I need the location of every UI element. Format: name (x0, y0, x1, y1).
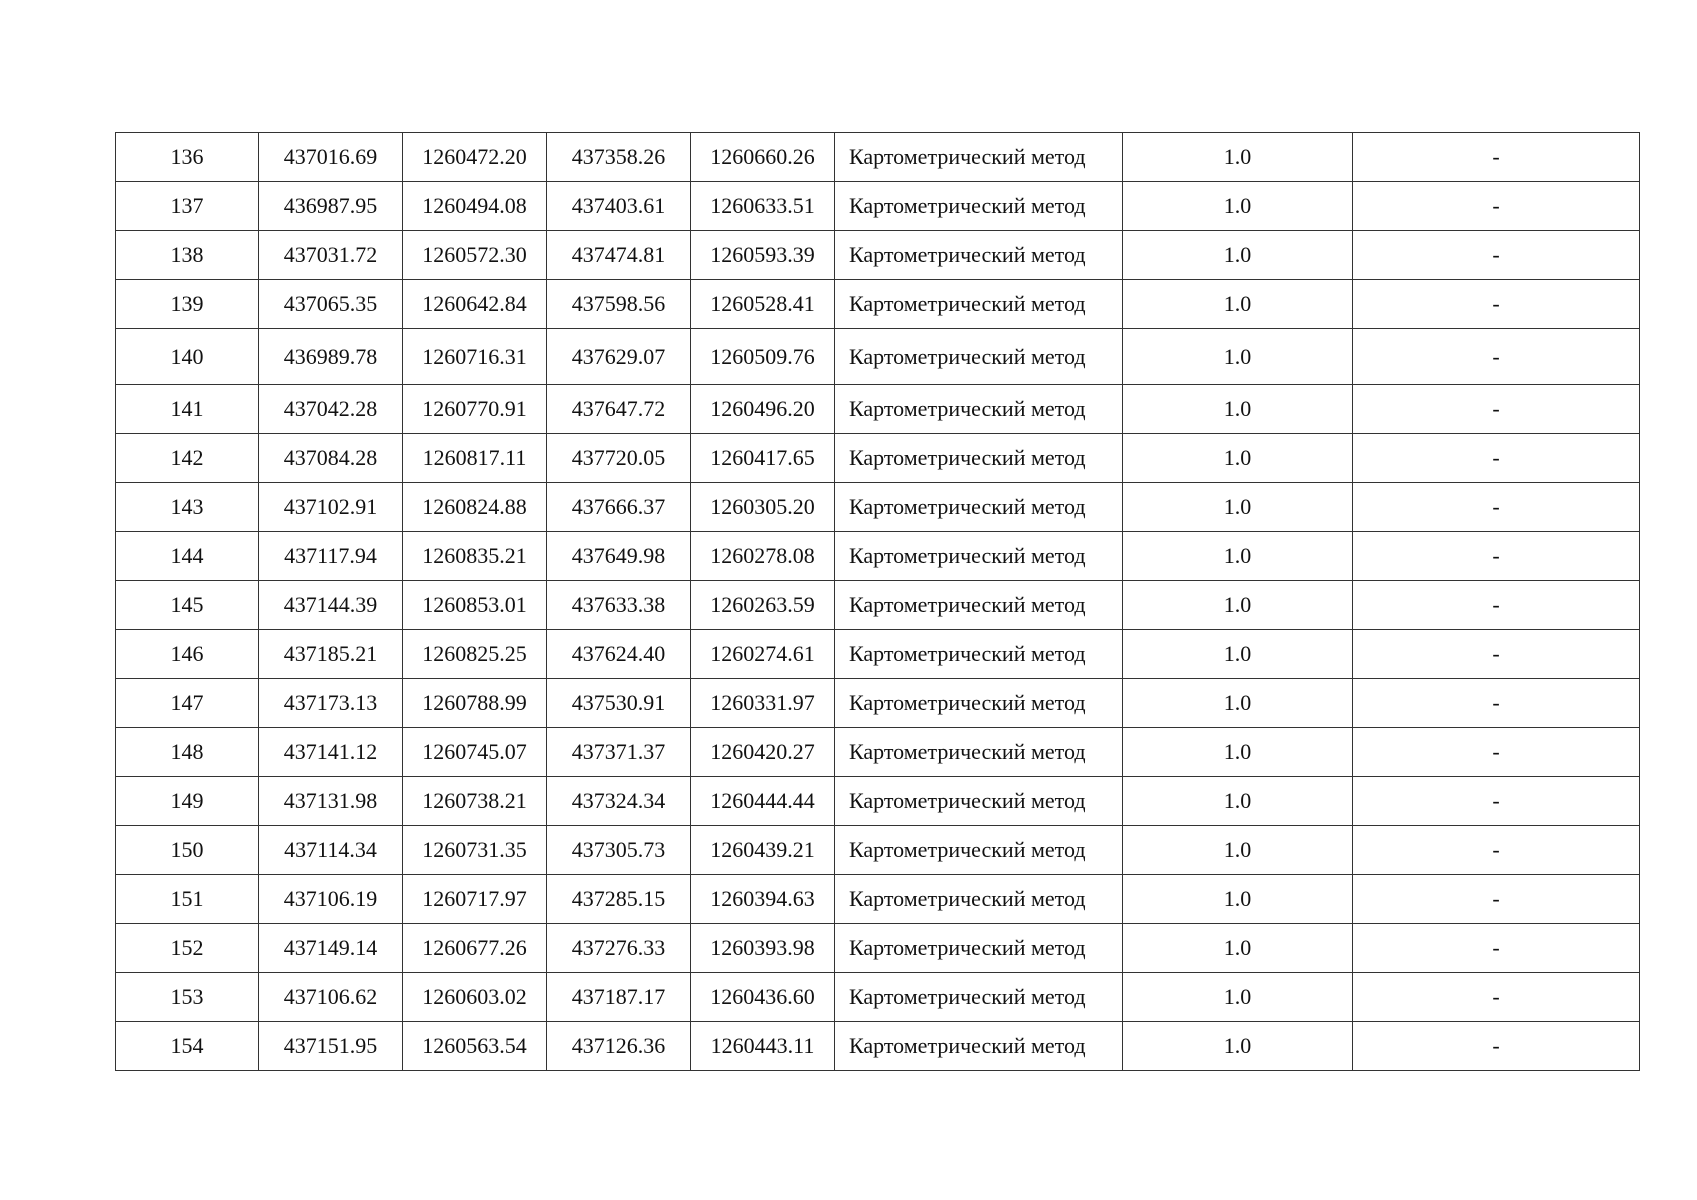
accuracy-cell: 1.0 (1123, 973, 1353, 1022)
x-new-cell: 437666.37 (547, 483, 691, 532)
x-old-cell: 437016.69 (259, 133, 403, 182)
x-new-cell: 437285.15 (547, 875, 691, 924)
table-body (116, 133, 1640, 1071)
table-row (116, 924, 1640, 973)
y-old-cell: 1260603.02 (403, 973, 547, 1022)
y-old-cell: 1260677.26 (403, 924, 547, 973)
method-cell: Картометрический метод (835, 133, 1123, 182)
x-new-cell: 437598.56 (547, 280, 691, 329)
description-cell: - (1353, 483, 1640, 532)
point-number-cell: 141 (116, 385, 259, 434)
method-cell: Картометрический метод (835, 973, 1123, 1022)
x-new-cell: 437629.07 (547, 329, 691, 385)
description-cell: - (1353, 133, 1640, 182)
x-new-cell: 437358.26 (547, 133, 691, 182)
x-old-cell: 437042.28 (259, 385, 403, 434)
y-old-cell: 1260472.20 (403, 133, 547, 182)
description-cell: - (1353, 777, 1640, 826)
y-old-cell: 1260745.07 (403, 728, 547, 777)
method-cell: Картометрический метод (835, 728, 1123, 777)
description-cell: - (1353, 728, 1640, 777)
description-cell: - (1353, 875, 1640, 924)
x-old-cell: 437185.21 (259, 630, 403, 679)
description-cell: - (1353, 826, 1640, 875)
x-old-cell: 437031.72 (259, 231, 403, 280)
x-old-cell: 437114.34 (259, 826, 403, 875)
x-new-cell: 437371.37 (547, 728, 691, 777)
y-old-cell: 1260853.01 (403, 581, 547, 630)
y-old-cell: 1260563.54 (403, 1022, 547, 1071)
accuracy-cell: 1.0 (1123, 532, 1353, 581)
point-number-cell: 152 (116, 924, 259, 973)
y-new-cell: 1260274.61 (691, 630, 835, 679)
x-new-cell: 437720.05 (547, 434, 691, 483)
accuracy-cell: 1.0 (1123, 875, 1353, 924)
table-row (116, 329, 1640, 385)
x-old-cell: 437117.94 (259, 532, 403, 581)
y-new-cell: 1260443.11 (691, 1022, 835, 1071)
description-cell: - (1353, 182, 1640, 231)
method-cell: Картометрический метод (835, 777, 1123, 826)
point-number-cell: 140 (116, 329, 259, 385)
accuracy-cell: 1.0 (1123, 924, 1353, 973)
accuracy-cell: 1.0 (1123, 133, 1353, 182)
x-new-cell: 437633.38 (547, 581, 691, 630)
table-row (116, 532, 1640, 581)
x-old-cell: 437106.62 (259, 973, 403, 1022)
x-new-cell: 437649.98 (547, 532, 691, 581)
point-number-cell: 138 (116, 231, 259, 280)
y-old-cell: 1260788.99 (403, 679, 547, 728)
y-new-cell: 1260496.20 (691, 385, 835, 434)
y-old-cell: 1260494.08 (403, 182, 547, 231)
y-old-cell: 1260642.84 (403, 280, 547, 329)
description-cell: - (1353, 280, 1640, 329)
point-number-cell: 145 (116, 581, 259, 630)
table-row (116, 182, 1640, 231)
x-old-cell: 437084.28 (259, 434, 403, 483)
y-new-cell: 1260593.39 (691, 231, 835, 280)
x-new-cell: 437305.73 (547, 826, 691, 875)
x-new-cell: 437126.36 (547, 1022, 691, 1071)
accuracy-cell: 1.0 (1123, 434, 1353, 483)
x-old-cell: 437173.13 (259, 679, 403, 728)
y-new-cell: 1260660.26 (691, 133, 835, 182)
accuracy-cell: 1.0 (1123, 1022, 1353, 1071)
method-cell: Картометрический метод (835, 679, 1123, 728)
y-new-cell: 1260417.65 (691, 434, 835, 483)
table-row (116, 231, 1640, 280)
method-cell: Картометрический метод (835, 280, 1123, 329)
method-cell: Картометрический метод (835, 385, 1123, 434)
y-old-cell: 1260717.97 (403, 875, 547, 924)
y-old-cell: 1260716.31 (403, 329, 547, 385)
table-row (116, 483, 1640, 532)
table-row (116, 679, 1640, 728)
y-new-cell: 1260420.27 (691, 728, 835, 777)
accuracy-cell: 1.0 (1123, 385, 1353, 434)
x-old-cell: 437151.95 (259, 1022, 403, 1071)
point-number-cell: 151 (116, 875, 259, 924)
description-cell: - (1353, 329, 1640, 385)
point-number-cell: 143 (116, 483, 259, 532)
coordinates-table (115, 132, 1640, 1071)
accuracy-cell: 1.0 (1123, 777, 1353, 826)
table-row (116, 581, 1640, 630)
method-cell: Картометрический метод (835, 630, 1123, 679)
x-new-cell: 437276.33 (547, 924, 691, 973)
x-new-cell: 437530.91 (547, 679, 691, 728)
method-cell: Картометрический метод (835, 826, 1123, 875)
description-cell: - (1353, 924, 1640, 973)
table-row (116, 826, 1640, 875)
table-row (116, 777, 1640, 826)
x-old-cell: 437106.19 (259, 875, 403, 924)
description-cell: - (1353, 1022, 1640, 1071)
y-new-cell: 1260331.97 (691, 679, 835, 728)
accuracy-cell: 1.0 (1123, 826, 1353, 875)
description-cell: - (1353, 385, 1640, 434)
y-new-cell: 1260263.59 (691, 581, 835, 630)
point-number-cell: 142 (116, 434, 259, 483)
x-new-cell: 437187.17 (547, 973, 691, 1022)
x-new-cell: 437403.61 (547, 182, 691, 231)
accuracy-cell: 1.0 (1123, 728, 1353, 777)
point-number-cell: 150 (116, 826, 259, 875)
x-new-cell: 437647.72 (547, 385, 691, 434)
method-cell: Картометрический метод (835, 182, 1123, 231)
accuracy-cell: 1.0 (1123, 679, 1353, 728)
method-cell: Картометрический метод (835, 1022, 1123, 1071)
y-new-cell: 1260528.41 (691, 280, 835, 329)
method-cell: Картометрический метод (835, 231, 1123, 280)
table-row (116, 1022, 1640, 1071)
x-old-cell: 436987.95 (259, 182, 403, 231)
y-new-cell: 1260278.08 (691, 532, 835, 581)
y-old-cell: 1260731.35 (403, 826, 547, 875)
y-old-cell: 1260835.21 (403, 532, 547, 581)
point-number-cell: 139 (116, 280, 259, 329)
x-new-cell: 437324.34 (547, 777, 691, 826)
y-old-cell: 1260817.11 (403, 434, 547, 483)
y-new-cell: 1260436.60 (691, 973, 835, 1022)
method-cell: Картометрический метод (835, 581, 1123, 630)
accuracy-cell: 1.0 (1123, 182, 1353, 231)
y-old-cell: 1260825.25 (403, 630, 547, 679)
table-row (116, 133, 1640, 182)
y-old-cell: 1260572.30 (403, 231, 547, 280)
accuracy-cell: 1.0 (1123, 231, 1353, 280)
y-new-cell: 1260509.76 (691, 329, 835, 385)
y-old-cell: 1260738.21 (403, 777, 547, 826)
x-new-cell: 437474.81 (547, 231, 691, 280)
table-row (116, 280, 1640, 329)
table-row (116, 434, 1640, 483)
point-number-cell: 153 (116, 973, 259, 1022)
x-old-cell: 437141.12 (259, 728, 403, 777)
x-old-cell: 437131.98 (259, 777, 403, 826)
point-number-cell: 144 (116, 532, 259, 581)
y-new-cell: 1260444.44 (691, 777, 835, 826)
method-cell: Картометрический метод (835, 924, 1123, 973)
point-number-cell: 148 (116, 728, 259, 777)
description-cell: - (1353, 532, 1640, 581)
point-number-cell: 136 (116, 133, 259, 182)
description-cell: - (1353, 679, 1640, 728)
accuracy-cell: 1.0 (1123, 581, 1353, 630)
table-row (116, 728, 1640, 777)
accuracy-cell: 1.0 (1123, 483, 1353, 532)
x-old-cell: 436989.78 (259, 329, 403, 385)
table-row (116, 630, 1640, 679)
y-old-cell: 1260770.91 (403, 385, 547, 434)
x-old-cell: 437102.91 (259, 483, 403, 532)
point-number-cell: 146 (116, 630, 259, 679)
accuracy-cell: 1.0 (1123, 329, 1353, 385)
description-cell: - (1353, 581, 1640, 630)
table-row (116, 973, 1640, 1022)
point-number-cell: 149 (116, 777, 259, 826)
point-number-cell: 147 (116, 679, 259, 728)
description-cell: - (1353, 231, 1640, 280)
method-cell: Картометрический метод (835, 483, 1123, 532)
method-cell: Картометрический метод (835, 434, 1123, 483)
accuracy-cell: 1.0 (1123, 280, 1353, 329)
y-new-cell: 1260633.51 (691, 182, 835, 231)
x-old-cell: 437144.39 (259, 581, 403, 630)
accuracy-cell: 1.0 (1123, 630, 1353, 679)
description-cell: - (1353, 973, 1640, 1022)
method-cell: Картометрический метод (835, 329, 1123, 385)
x-old-cell: 437149.14 (259, 924, 403, 973)
table-row (116, 875, 1640, 924)
method-cell: Картометрический метод (835, 875, 1123, 924)
y-new-cell: 1260439.21 (691, 826, 835, 875)
table-row (116, 385, 1640, 434)
point-number-cell: 137 (116, 182, 259, 231)
x-old-cell: 437065.35 (259, 280, 403, 329)
y-new-cell: 1260393.98 (691, 924, 835, 973)
x-new-cell: 437624.40 (547, 630, 691, 679)
y-new-cell: 1260394.63 (691, 875, 835, 924)
description-cell: - (1353, 434, 1640, 483)
description-cell: - (1353, 630, 1640, 679)
y-old-cell: 1260824.88 (403, 483, 547, 532)
point-number-cell: 154 (116, 1022, 259, 1071)
y-new-cell: 1260305.20 (691, 483, 835, 532)
method-cell: Картометрический метод (835, 532, 1123, 581)
